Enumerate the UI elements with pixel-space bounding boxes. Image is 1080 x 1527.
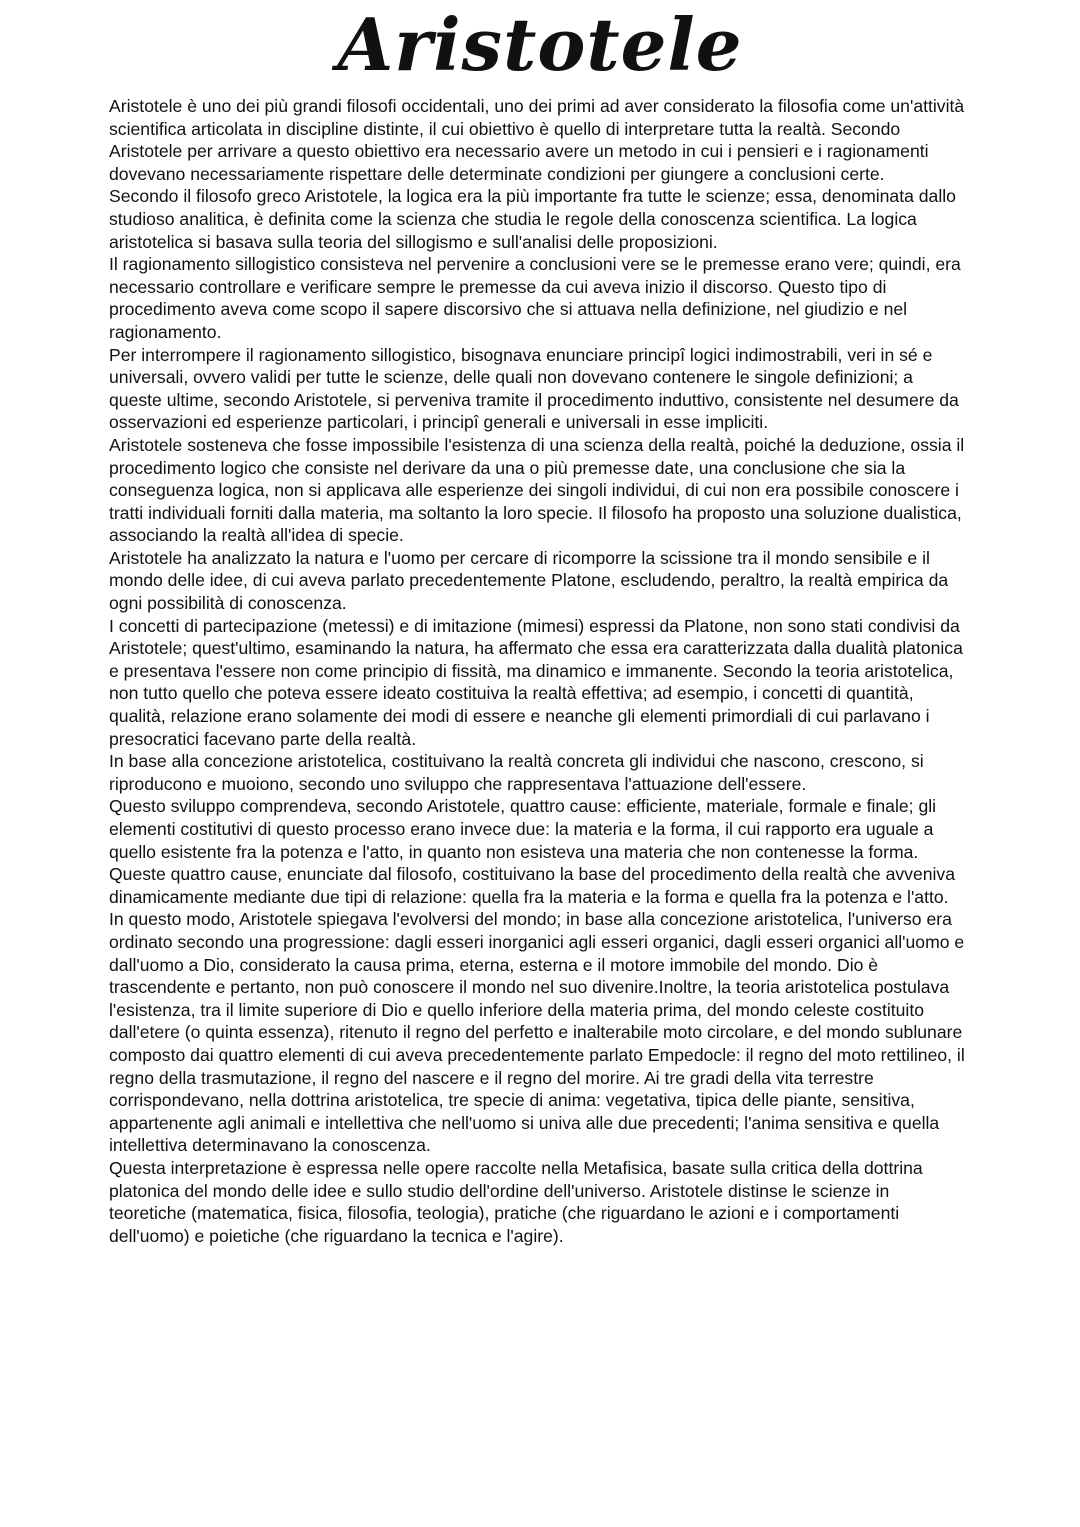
document-body [109, 95, 967, 1247]
paragraph: I concetti di partecipazione (metessi) e di imitazione (mimesi) espressi da Platone, non sono stati condivisi da Aristotele; quest'ultimo, esaminando la natura, ha affermato che essa era caratterizzata dalla dualità platonica e presentava l'essere non come principio di fissità, ma dinamico e immanente. Secondo la teoria aristotelica, non tutto quello che poteva essere ideato costituiva la realtà effettiva; ad esempio, i concetti di quantità, qualità, relazione erano solamente dei modi di essere e neanche gli elementi primordiali di cui parlavano i presocratici facevano parte della realtà. [109, 615, 963, 749]
paragraph: In base alla concezione aristotelica, costituivano la realtà concreta gli individui che nascono, crescono, si riproducono e muoiono, secondo uno sviluppo che rappresentava l'attuazione dell'essere. [109, 751, 924, 794]
paragraph: Per interrompere il ragionamento sillogistico, bisognava enunciare principî logici indimostrabili, veri in sé e universali, ovvero validi per tutte le scienze, delle quali non dovevano contenere le singole definizioni; a queste ultime, secondo Aristotele, si perveniva tramite il procedimento induttivo, consistente nel desumere da osservazioni ed esperienze particolari, i principî generali e universali in esse impliciti. [109, 344, 959, 433]
paragraph: Aristotele è uno dei più grandi filosofi occidentali, uno dei primi ad aver considerato la filosofia come un'attività scientifica articolata in discipline distinte, il cui obiettivo è quello di interpretare tutta la realtà. Secondo Aristotele per arrivare a questo obiettivo era necessario avere un metodo in cui i pensieri e i ragionamenti dovevano necessariamente rispettare delle determinate condizioni per giungere a conclusioni certe. [109, 96, 965, 184]
paragraph: Aristotele ha analizzato la natura e l'uomo per cercare di ricomporre la scissione tra il mondo sensibile e il mondo delle idee, di cui aveva parlato precedentemente Platone, escludendo, peraltro, la realtà empirica da ogni possibilità di conoscenza. [109, 547, 949, 614]
paragraph: Questa interpretazione è espressa nelle opere raccolte nella Metafisica, basate sulla critica della dottrina platonica del mondo delle idee e sullo studio dell'ordine dell'universo. Aristotele distinse le scienze in teoretiche (matematica, fisica, filosofia, teologia), pratiche (che riguardano le azioni e i comportamenti dell'uomo) e poietiche (che riguardano la tecnica e l'agire). [109, 1157, 923, 1246]
paragraph: Il ragionamento sillogistico consisteva nel pervenire a conclusioni vere se le premesse erano vere; quindi, era necessario controllare e verificare sempre le premesse da cui aveva inizio il discorso. Questo tipo di procedimento aveva come scopo il sapere discorsivo che si attuava nella definizione, nel giudizio e nel ragionamento. [109, 254, 961, 342]
paragraph: Secondo il filosofo greco Aristotele, la logica era la più importante fra tutte le scienze; essa, denominata dallo studioso analitica, è definita come la scienza che studia le regole della conoscenza scientifica. La logica aristotelica si basava sulla teoria del sillogismo e sull'analisi delle proposizioni. [109, 186, 956, 252]
page-title: Aristotele [337, 2, 743, 87]
paragraph: Questo sviluppo comprendeva, secondo Aristotele, quattro cause: efficiente, materiale, formale e finale; gli elementi costitutivi di questo processo erano invece due: la materia e la forma, il cui rapporto era uguale a quello esistente fra la potenza e l'atto, in quanto non esisteva una materia che non contenesse la forma. Queste quattro cause, enunciate dal filosofo, costituivano la base del procedimento della realtà che avveniva dinamicamente mediante due tipi di relazione: quella fra la materia e la forma e quella fra la potenza e l'atto. In questo modo, Aristotele spiegava l'evolversi del mondo; in base alla concezione aristotelica, l'universo era ordinato secondo una progressione: dagli esseri inorganici agli esseri organici, dagli esseri organici all'uomo e dall'uomo a Dio, considerato la causa prima, eterna, esterna e il motore immobile del mondo. Dio è trascendente e pertanto, non può conoscere il mondo nel suo divenire.Inoltre, la teoria aristotelica postulava l'esistenza, tra il limite superiore di Dio e quello inferiore della materia prima, del mondo celeste costituito dall'etere (o quinta essenza), ritenuto il regno del perfetto e inalterabile moto circolare, e del mondo sublunare composto dai quattro elementi di cui aveva precedentemente parlato Empedocle: il regno del moto rettilineo, il regno della trasmutazione, il regno del nascere e il regno del morire. Ai tre gradi della vita terrestre corrispondevano, nella dottrina aristotelica, tre specie di anima: vegetativa, tipica delle piante, sensitiva, appartenente agli animali e intellettiva che nell'uomo si univa alle due precedenti; l'anima sensitiva e quella intellettiva determinavano la conoscenza. [109, 796, 965, 1156]
paragraph: Aristotele sosteneva che fosse impossibile l'esistenza di una scienza della realtà, poiché la deduzione, ossia il procedimento logico che consiste nel derivare da una o più premesse date, una conclusione che sia la conseguenza logica, non si applicava alle esperienze dei singoli individui, di cui non era possibile conoscere i tratti individuali forniti dalla materia, ma soltanto la loro specie. Il filosofo ha proposto una soluzione dualistica, associando la realtà all'idea di specie. [109, 434, 965, 546]
